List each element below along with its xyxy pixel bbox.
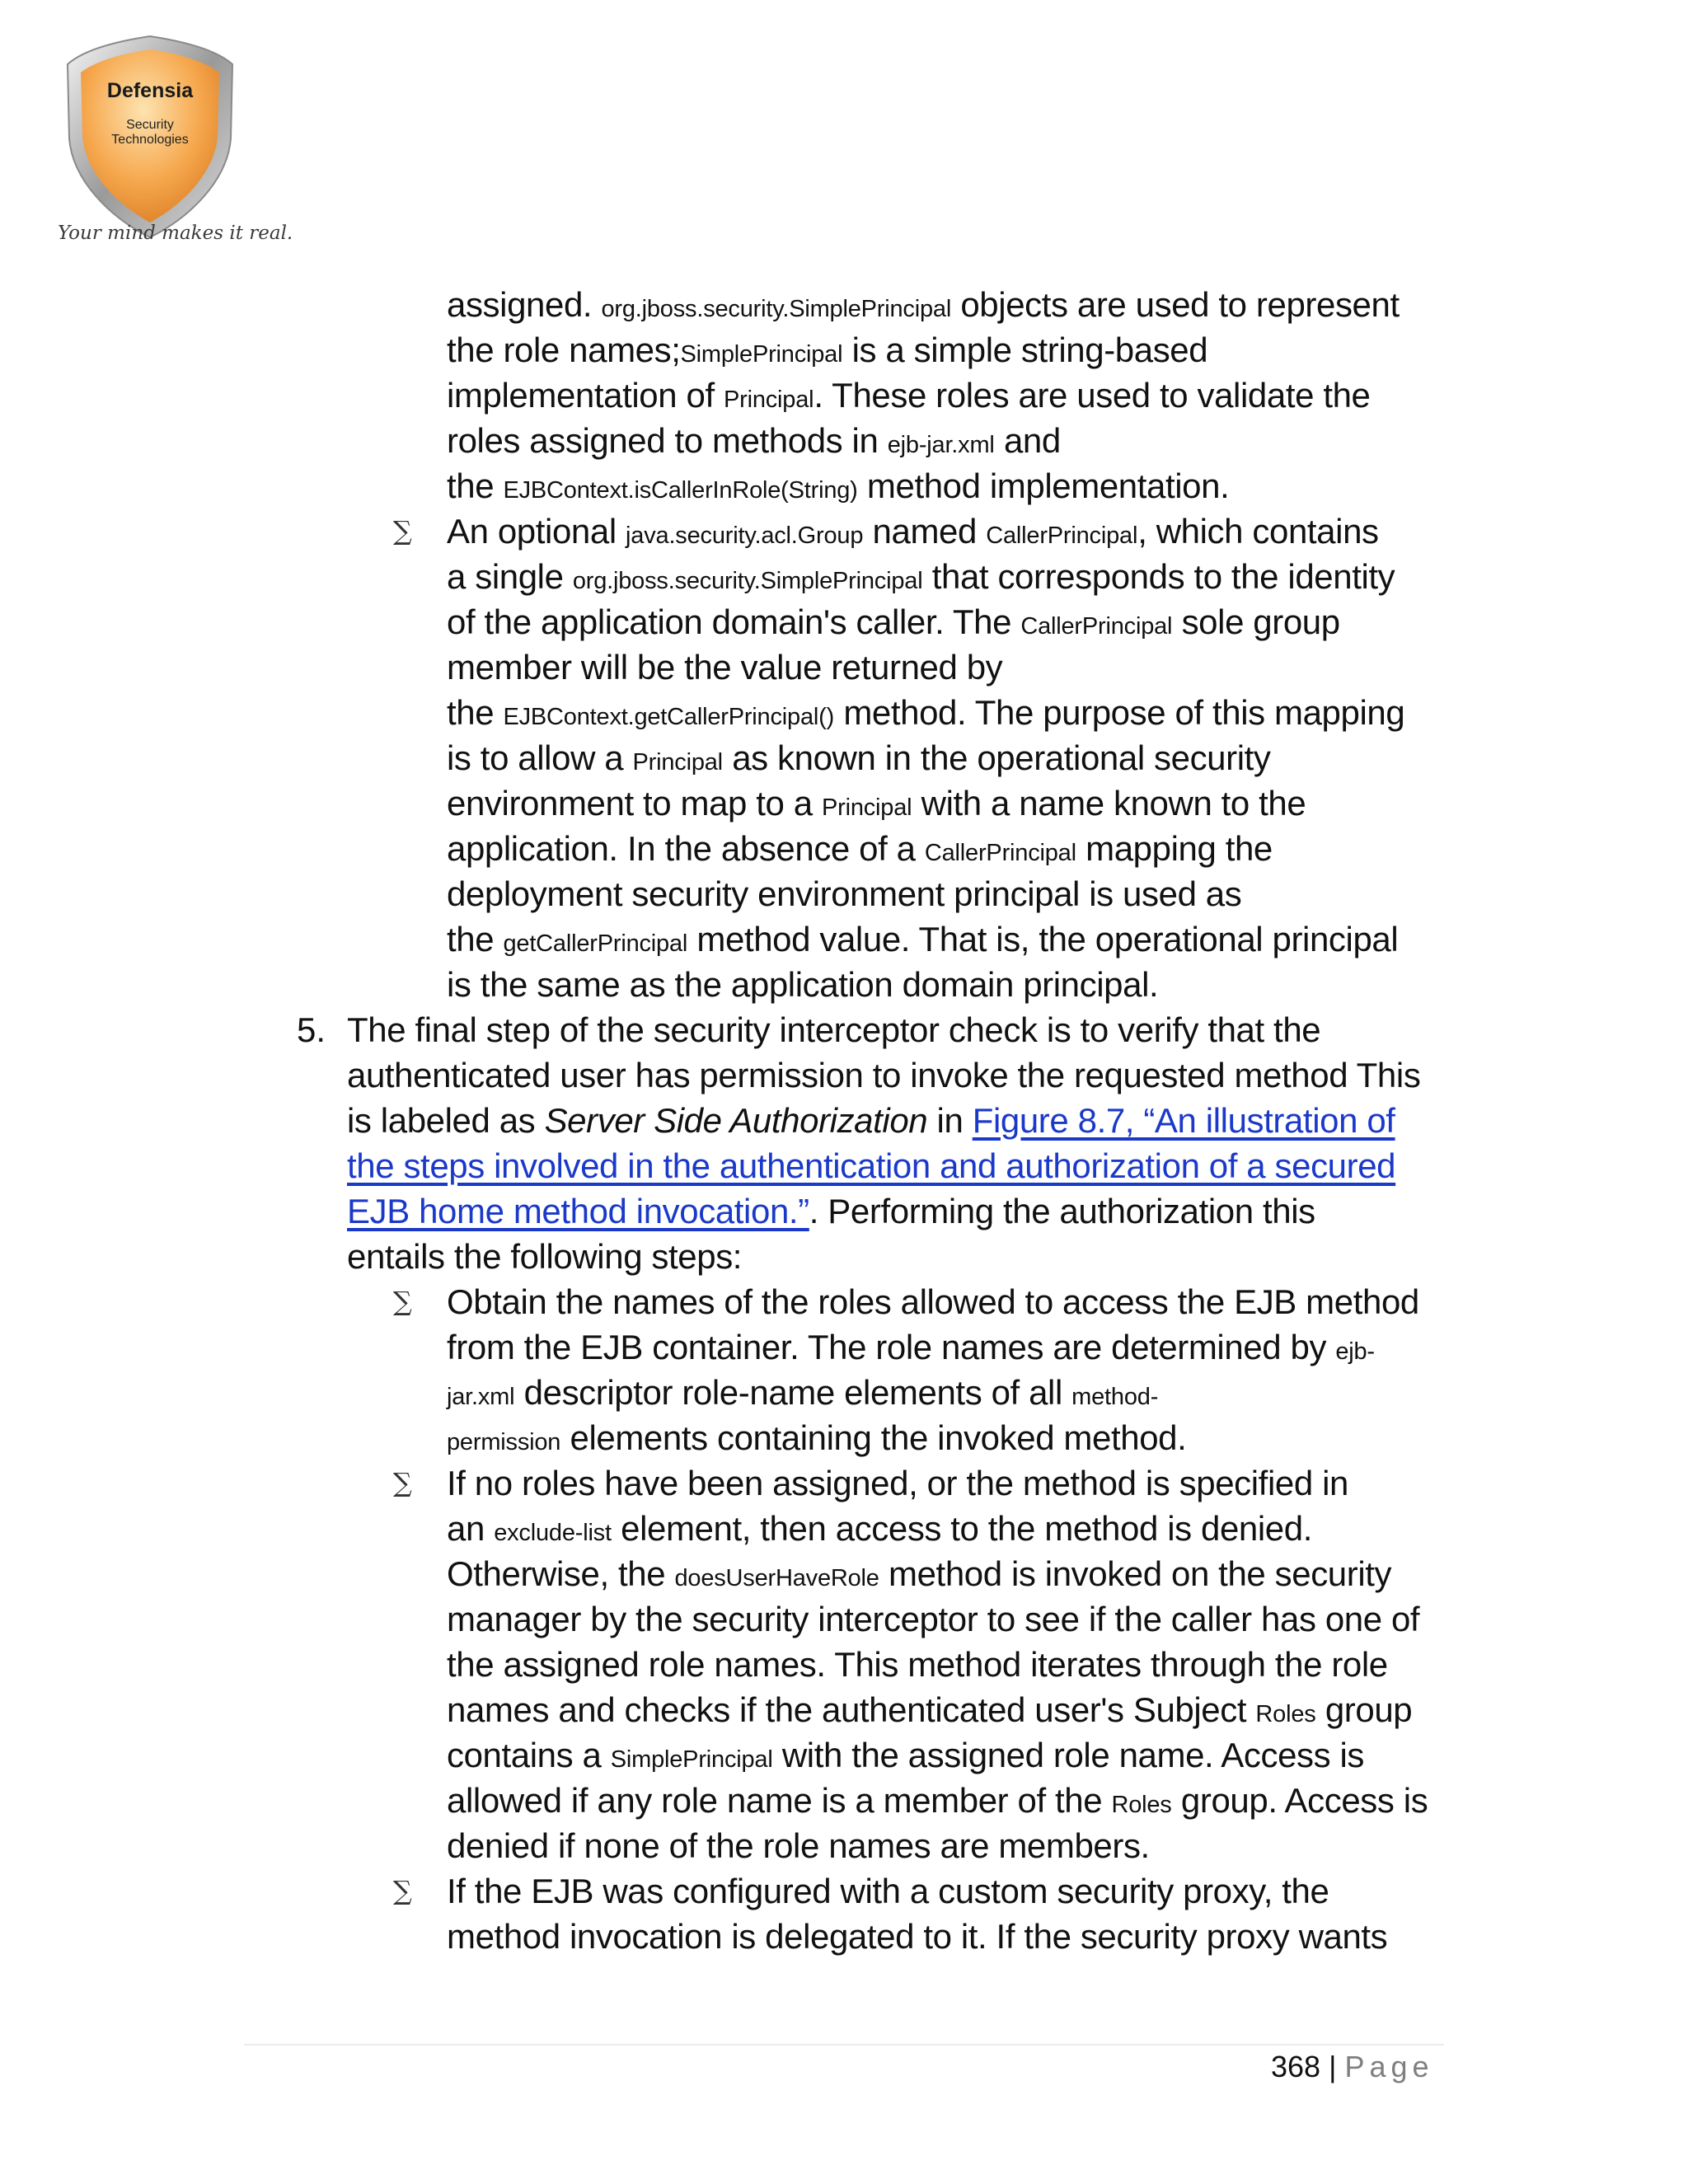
text-line: names and checks if the authenticated user's Subject Roles group bbox=[447, 1690, 1413, 1729]
text-line: from the EJB container. The role names are determined by ejb- bbox=[447, 1328, 1375, 1366]
text-line: EJB home method invocation.”. Performing the authorization this bbox=[347, 1192, 1315, 1230]
bullet-icon: ∑ bbox=[393, 1467, 412, 1498]
text-line: implementation of Principal. These roles are used to validate the bbox=[447, 376, 1371, 415]
text-line: roles assigned to methods in ejb-jar.xml and bbox=[447, 421, 1061, 460]
page-label: Page bbox=[1344, 2050, 1434, 2083]
page-footer: 368 | Page bbox=[1271, 2050, 1434, 2083]
bullet-icon: ∑ bbox=[393, 1286, 412, 1317]
text-line: a single org.jboss.security.SimplePrincipal that corresponds to the identity bbox=[447, 557, 1395, 596]
text-line: of the application domain's caller. The CallerPrincipal sole group bbox=[447, 602, 1340, 641]
text-line: contains a SimplePrincipal with the assigned role name. Access is bbox=[447, 1736, 1365, 1774]
logo-name: Defensia bbox=[106, 79, 194, 102]
text-line: jar.xml descriptor role-name elements of all method- bbox=[447, 1373, 1159, 1412]
text-line: The final step of the security interceptor check is to verify that the bbox=[347, 1010, 1321, 1049]
figure-link[interactable]: EJB home method invocation.” bbox=[347, 1192, 809, 1230]
text-line: the role names;SimplePrincipal is a simple string-based bbox=[447, 330, 1208, 369]
text-line: Obtain the names of the roles allowed to access the EJB method bbox=[447, 1282, 1419, 1321]
logo-tagline: Your mind makes it real. bbox=[58, 223, 293, 244]
text-line: If the EJB was configured with a custom security proxy, the bbox=[447, 1872, 1329, 1910]
list-number: 5. bbox=[297, 1010, 326, 1049]
text-line: the getCallerPrincipal method value. That is, the operational principal bbox=[447, 920, 1399, 958]
text-line: permission elements containing the invoked method. bbox=[447, 1418, 1187, 1457]
logo-subtitle-line1: Security bbox=[126, 118, 174, 132]
footer-divider bbox=[244, 2044, 1444, 2046]
text-line: deployment security environment principal is used as bbox=[447, 874, 1242, 913]
text-line: An optional java.security.acl.Group named CallerPrincipal, which contains bbox=[447, 512, 1379, 551]
text-line: If no roles have been assigned, or the method is specified in bbox=[447, 1464, 1348, 1502]
text-line: is the same as the application domain principal. bbox=[447, 965, 1159, 1004]
text-line: member will be the value returned by bbox=[447, 648, 1003, 687]
bullet-icon: ∑ bbox=[393, 1875, 412, 1906]
text-line bbox=[347, 1143, 1395, 1188]
text-line: assigned. org.jboss.security.SimplePrincipal objects are used to represent bbox=[447, 285, 1400, 324]
text-line: authenticated user has permission to invoke the requested method This bbox=[347, 1056, 1421, 1094]
figure-link[interactable]: Figure 8.7, “An illustration of bbox=[972, 1101, 1395, 1140]
text-line: the EJBContext.getCallerPrincipal() method. The purpose of this mapping bbox=[447, 693, 1405, 732]
text-line: denied if none of the role names are members. bbox=[447, 1826, 1150, 1865]
page-number: 368 bbox=[1271, 2050, 1321, 2083]
bullet-icon: ∑ bbox=[393, 515, 412, 546]
text-line: Otherwise, the doesUserHaveRole method is invoked on the security bbox=[447, 1554, 1392, 1593]
figure-link[interactable]: the steps involved in the authentication and authorization of a secured bbox=[347, 1146, 1396, 1185]
emphasis-text: Server Side Authorization bbox=[544, 1101, 928, 1140]
text-line: an exclude-list element, then access to the method is denied. bbox=[447, 1509, 1312, 1548]
text-line: the EJBContext.isCallerInRole(String) method implementation. bbox=[447, 466, 1230, 505]
text-line: is to allow a Principal as known in the operational security bbox=[447, 738, 1271, 777]
text-line: allowed if any role name is a member of the Roles group. Access is bbox=[447, 1781, 1428, 1820]
text-line: application. In the absence of a CallerPrincipal mapping the bbox=[447, 829, 1273, 868]
text-line: entails the following steps: bbox=[347, 1237, 743, 1276]
text-line: the assigned role names. This method iterates through the role bbox=[447, 1645, 1388, 1684]
text-line: is labeled as Server Side Authorization in Figure 8.7, “An illustration of bbox=[347, 1101, 1395, 1140]
text-line: manager by the security interceptor to see if the caller has one of bbox=[447, 1600, 1420, 1638]
text-line: environment to map to a Principal with a name known to the bbox=[447, 784, 1306, 823]
text-line: method invocation is delegated to it. If the security proxy wants bbox=[447, 1917, 1388, 1956]
logo-subtitle-line2: Technologies bbox=[111, 133, 189, 147]
